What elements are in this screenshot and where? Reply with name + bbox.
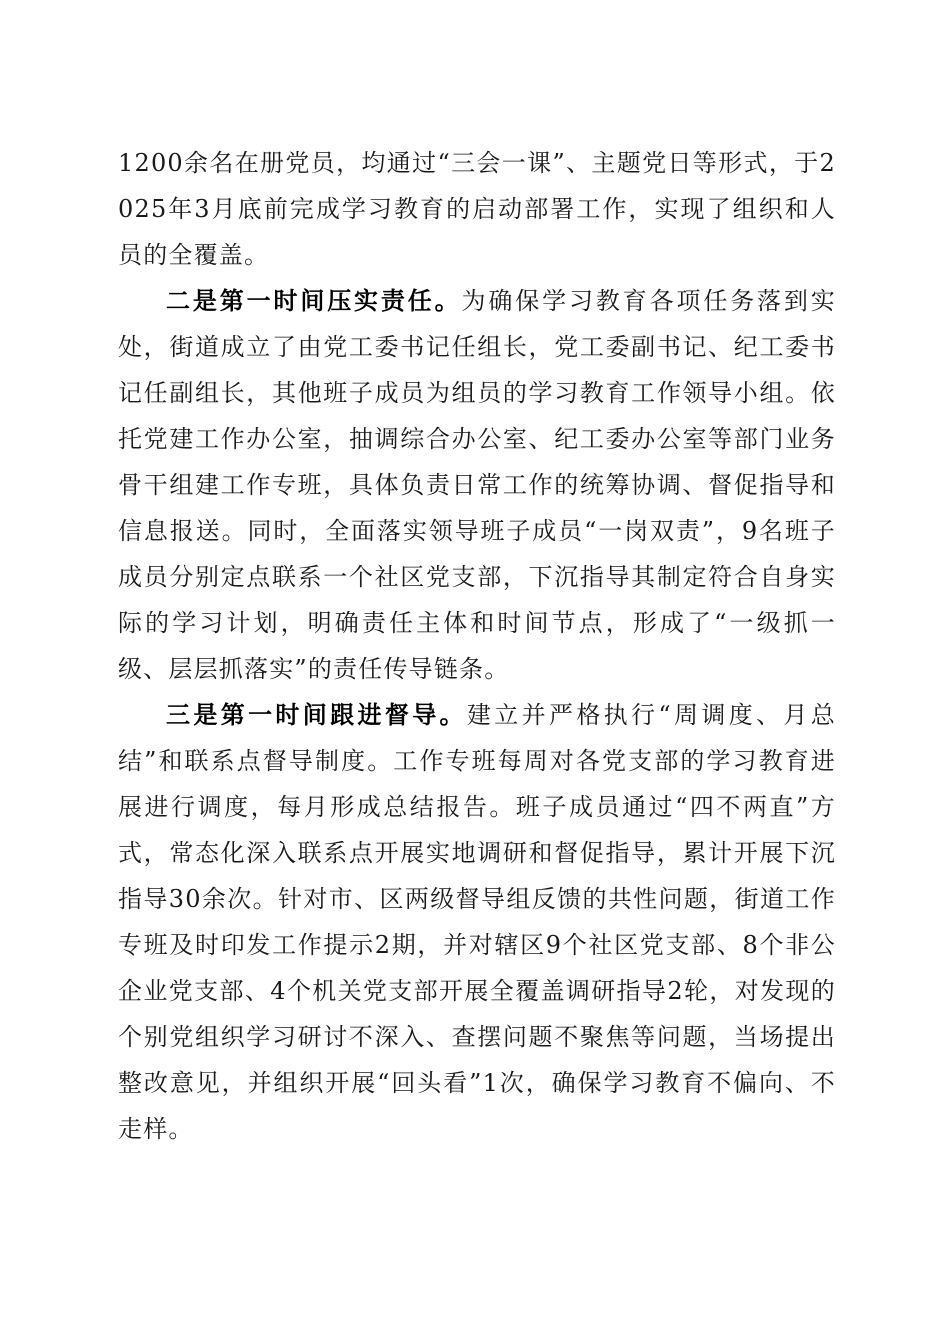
paragraph-continuation [118, 140, 836, 278]
paragraph-responsibility [118, 278, 836, 692]
paragraph-lead-heading: 三是第一时间跟进督导。 [166, 700, 467, 729]
document-body [118, 140, 836, 1152]
paragraph-supervision [118, 692, 836, 1152]
paragraph-text: 1200余名在册党员，均通过“三会一课”、主题党日等形式，于2025年3月底前完成学习教育的启动部署工作，实现了组织和人员的全覆盖。 [118, 149, 836, 269]
paragraph-text: 建立并严格执行“周调度、月总结”和联系点督导制度。工作专班每周对各党支部的学习教育进展进行调度，每月形成总结报告。班子成员通过“四不两直”方式，常态化深入联系点开展实地调研和督促指导，累计开展下沉指导30余次。针对市、区两级督导组反馈的共性问题，街道工作专班及时印发工作提示2期，并对辖区9个社区党支部、8个非公企业党支部、4个机关党支部开展全覆盖调研指导2轮，对发现的个别党组织学习研讨不深入、查摆问题不聚焦等问题，当场提出整改意见，并组织开展“回头看”1次，确保学习教育不偏向、不走样。 [118, 701, 836, 1143]
paragraph-text: 为确保学习教育各项任务落到实处，街道成立了由党工委书记任组长，党工委副书记、纪工委书记任副组长，其他班子成员为组员的学习教育工作领导小组。依托党建工作办公室，抽调综合办公室、纪工委办公室等部门业务骨干组建工作专班，具体负责日常工作的统筹协调、督促指导和信息报送。同时，全面落实领导班子成员“一岗双责”，9名班子成员分别定点联系一个社区党支部，下沉指导其制定符合自身实际的学习计划，明确责任主体和时间节点，形成了“一级抓一级、层层抓落实”的责任传导链条。 [118, 287, 836, 683]
paragraph-lead-heading: 二是第一时间压实责任。 [166, 286, 462, 315]
